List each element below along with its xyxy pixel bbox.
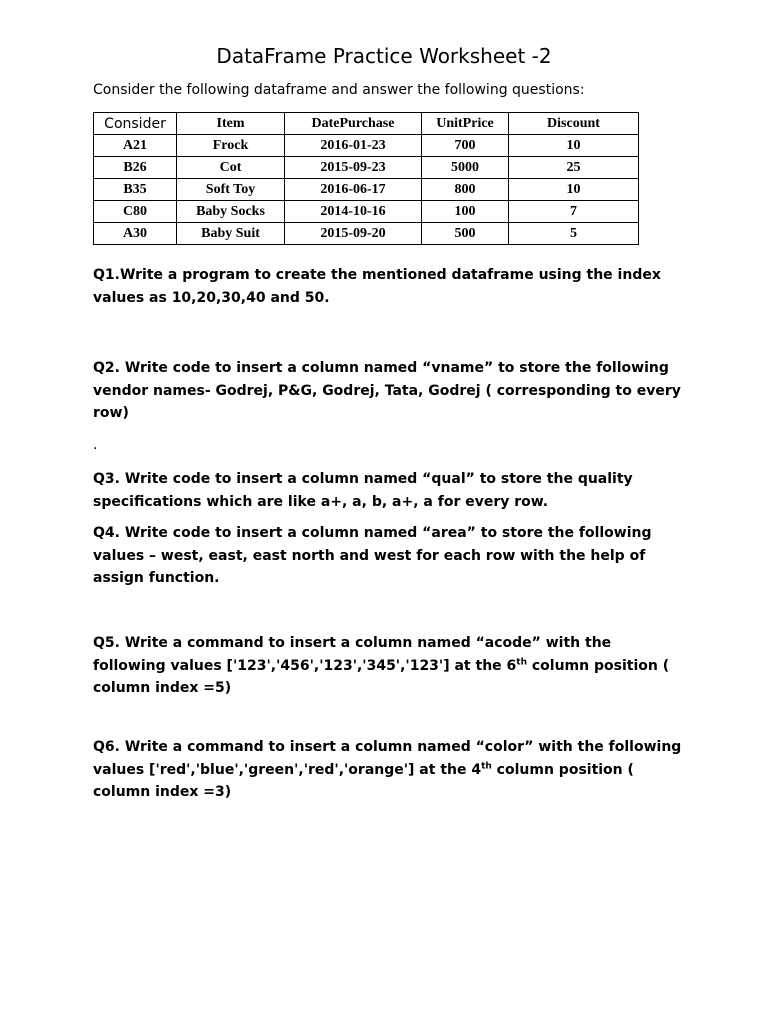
table-cell: A30 bbox=[94, 223, 177, 245]
table-cell: 2016-01-23 bbox=[285, 135, 422, 157]
table-row bbox=[94, 157, 639, 179]
table-cell: Cot bbox=[177, 157, 285, 179]
question-6 bbox=[93, 736, 683, 804]
table-cell: 2014-10-16 bbox=[285, 201, 422, 223]
intro-text: Consider the following dataframe and answer the following questions: bbox=[93, 82, 585, 98]
table-cell: 700 bbox=[422, 135, 509, 157]
table-row bbox=[94, 179, 639, 201]
table-cell: 5 bbox=[509, 223, 639, 245]
table-header-row bbox=[94, 113, 639, 135]
table-cell: 10 bbox=[509, 135, 639, 157]
question-5 bbox=[93, 632, 683, 700]
table-cell: C80 bbox=[94, 201, 177, 223]
table-row bbox=[94, 223, 639, 245]
superscript: th bbox=[516, 656, 527, 667]
table-cell: B35 bbox=[94, 179, 177, 201]
question-5-text-end: column position ( column index =5) bbox=[93, 657, 670, 696]
table-cell: A21 bbox=[94, 135, 177, 157]
question-4: Q4. Write code to insert a column named “area” to store the following values – west, east, east north and west for each row with the help of assign function. bbox=[93, 525, 652, 586]
column-header: UnitPrice bbox=[422, 113, 509, 135]
question-3: Q3. Write code to insert a column named “qual” to store the quality specifications which are like a+, a, b, a+, a for every row. bbox=[93, 471, 633, 510]
question-2: Q2. Write code to insert a column named “vname” to store the following vendor names- Godrej, P&G, Godrej, Tata, Godrej ( corresponding to every row) bbox=[93, 360, 681, 421]
table-row bbox=[94, 201, 639, 223]
table-cell: Soft Toy bbox=[177, 179, 285, 201]
table-cell: 2015-09-23 bbox=[285, 157, 422, 179]
table-cell: 5000 bbox=[422, 157, 509, 179]
table-cell: 10 bbox=[509, 179, 639, 201]
column-header: Consider bbox=[94, 113, 177, 135]
stray-dot: . bbox=[93, 437, 98, 453]
table-cell: 500 bbox=[422, 223, 509, 245]
question-6-text: Q6. Write a command to insert a column named “color” with the following values ['red','blue','green','red','orange'] at the 4 bbox=[93, 739, 682, 778]
column-header: Discount bbox=[509, 113, 639, 135]
table-cell: 2016-06-17 bbox=[285, 179, 422, 201]
column-header: DatePurchase bbox=[285, 113, 422, 135]
table-cell: Baby Suit bbox=[177, 223, 285, 245]
superscript: th bbox=[481, 760, 492, 771]
dataframe-table bbox=[93, 112, 639, 245]
table-row bbox=[94, 135, 639, 157]
table-cell: B26 bbox=[94, 157, 177, 179]
column-header: Item bbox=[177, 113, 285, 135]
question-1: Q1.Write a program to create the mentioned dataframe using the index values as 10,20,30,40 and 50. bbox=[93, 267, 661, 306]
question-6-text-end: column position ( column index =3) bbox=[93, 761, 634, 800]
table-cell: Baby Socks bbox=[177, 201, 285, 223]
table-cell: 800 bbox=[422, 179, 509, 201]
table-cell: 7 bbox=[509, 201, 639, 223]
page-title: DataFrame Practice Worksheet -2 bbox=[216, 44, 552, 68]
table-cell: 25 bbox=[509, 157, 639, 179]
question-5-text: Q5. Write a command to insert a column named “acode” with the following values ['123','456','123','345','123'] at the 6 bbox=[93, 635, 612, 674]
table-cell: 2015-09-20 bbox=[285, 223, 422, 245]
table-cell: 100 bbox=[422, 201, 509, 223]
table-cell: Frock bbox=[177, 135, 285, 157]
